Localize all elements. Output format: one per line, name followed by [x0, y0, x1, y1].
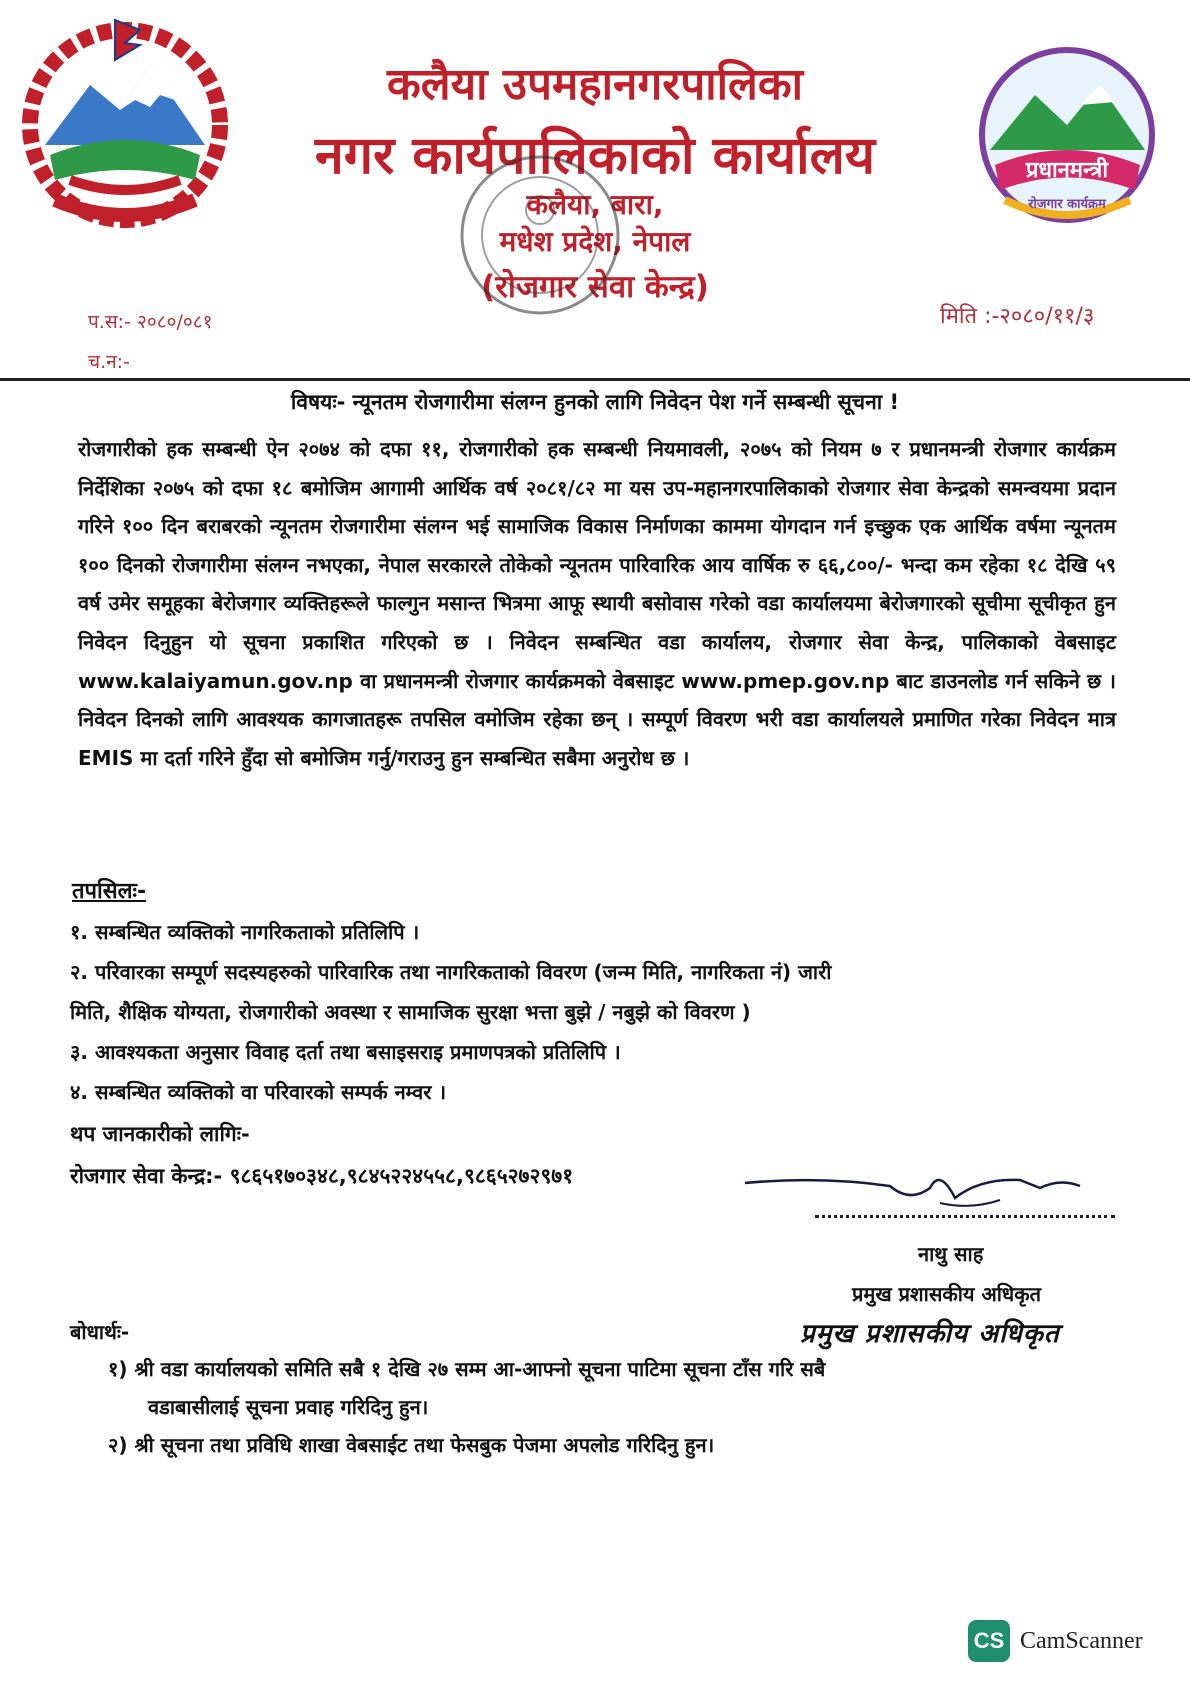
office-address-city: कलैया, बारा,: [526, 188, 664, 221]
required-documents-list: [70, 912, 1120, 1112]
list-item: मिति, शैक्षिक योग्यता, रोजगारीको अवस्था र सामाजिक सुरक्षा भत्ता बुझे / नबुझे को विवरण ): [70, 1000, 751, 1024]
pmep-logo-title: प्रधानमन्त्री: [1025, 158, 1109, 183]
camscanner-label: CamScanner: [1020, 1628, 1143, 1654]
list-item: १) श्री वडा कार्यालयको समिति सबै १ देखि २७ सम्म आ-आफ्नो सूचना पाटिमा सूचना टाँस गरि सबै: [108, 1357, 826, 1381]
signatory-title: प्रमुख प्रशासकीय अधिकृत: [852, 1282, 1041, 1306]
signature-icon: [740, 1158, 1100, 1218]
signatory-name: नाथु साह: [918, 1242, 984, 1266]
header-divider: [0, 378, 1190, 381]
office-department: (रोजगार सेवा केन्द्र): [481, 269, 709, 305]
pmep-logo-subtitle: रोजगार कार्यक्रम: [1028, 197, 1106, 212]
list-item: वडाबासीलाई सूचना प्रवाह गरिदिनु हुन।: [148, 1395, 429, 1419]
notice-subject: विषयः- न्यूनतम रोजगारीमा संलग्न हुनको लागि निवेदन पेश गर्ने सम्बन्धी सूचना !: [290, 390, 900, 414]
dispatch-number: च.न:-: [88, 351, 130, 373]
office-address-province: मधेश प्रदेश, नेपाल: [499, 225, 691, 258]
contact-numbers: रोजगार सेवा केन्द्र:- ९८६५१७०३४८,९८४५२२४५५८,९८६५२७२९७१: [70, 1164, 574, 1188]
letter-date: मिति :-२०८०/११/३: [940, 304, 1095, 329]
list-item: ३. आवश्यकता अनुसार विवाह दर्ता तथा बसाइसराइ प्रमाणपत्रको प्रतिलिपि ।: [70, 1040, 621, 1064]
more-info-heading: थप जानकारीको लागिः-: [70, 1122, 250, 1146]
list-item: २) श्री सूचना तथा प्रविधि शाखा वेबसाईट तथा फेसबुक पेजमा अपलोड गरिदिनु हुन।: [108, 1433, 715, 1457]
reference-number: प.स:- २०८०/०८१: [88, 311, 213, 333]
notice-body: रोजगारीको हक सम्बन्धी ऐन २०७४ को दफा ११, रोजगारीको हक सम्बन्धी नियमावली, २०७५ को नियम ७ र प्रधानमन्त्री रोजगार कार्यक्रम निर्देशिका २०७५ को दफा १८ बमोजिम आगामी आर्थिक वर्ष २०८१/८२ मा यस उप-महानगरपालिकाको रोजगार सेवा केन्द्रको समन्वयमा प्रदान गरिने १०० दिन बराबरको न्यूनतम रोजगारीमा संलग्न भई सामाजिक विकास निर्माणका काममा योगदान गर्न इच्छुक एक आर्थिक वर्षमा न्यूनतम १०० दिनको रोजगारीमा संलग्न नभएका, नेपाल सरकारले तोकेको न्यूनतम पारिवारिक आय वार्षिक रु ६६,८००/- भन्दा कम रहेका १८ देखि ५९ वर्ष उमेर समूहका बेरोजगार व्यक्तिहरूले फाल्गुन मसान्त भित्रमा आफू स्थायी बसोवास गरेको वडा कार्यालयमा बेरोजगारको सूचीमा सूचीकृत हुन निवेदन दिनुहुन यो सूचना प्रकाशित गरिएको छ । निवेदन सम्बन्धित वडा कार्यालय, रोजगार सेवा केन्द्र, पालिकाको वेबसाइट www.kalaiyamun.gov.np वा प्रधानमन्त्री रोजगार कार्यक्रमको वेबसाइट www.pmep.gov.np बाट डाउनलोड गर्न सकिने छ । निवेदन दिनको लागि आवश्यक कागजातहरू तपसिल वमोजिम रहेका छन् । सम्पूर्ण विवरण भरी वडा कार्यालयले प्रमाणित गरेका निवेदन मात्र EMIS मा दर्ता गरिने हुँदा सो बमोजिम गर्नु/गराउनु हुन सम्बन्धित सबैमा अनुरोध छ ।: [78, 437, 1116, 770]
office-stamp-icon: [455, 150, 625, 320]
signatory-stamp: प्रमुख प्रशासकीय अधिकृत: [800, 1319, 1060, 1349]
camscanner-logo-icon: CS: [968, 1620, 1010, 1662]
details-heading: तपसिलः-: [72, 879, 147, 904]
cc-list: [108, 1350, 1088, 1464]
office-name: नगर कार्यपालिकाको कार्यालय: [314, 126, 876, 186]
list-item: २. परिवारका सम्पूर्ण सदस्यहरुको पारिवारिक तथा नागरिकताको विवरण (जन्म मिति, नागरिकता नं) जारी: [70, 960, 832, 984]
list-item: १. सम्बन्धित व्यक्तिको नागरिकताको प्रतिलिपि ।: [70, 920, 420, 944]
municipality-name: कलैया उपमहानगरपालिका: [386, 59, 804, 110]
list-item: ४. सम्बन्धित व्यक्तिको वा परिवारको सम्पर्क नम्वर ।: [70, 1080, 447, 1104]
signature-line: [815, 1215, 1115, 1218]
cc-heading: बोधार्थः-: [70, 1320, 130, 1344]
